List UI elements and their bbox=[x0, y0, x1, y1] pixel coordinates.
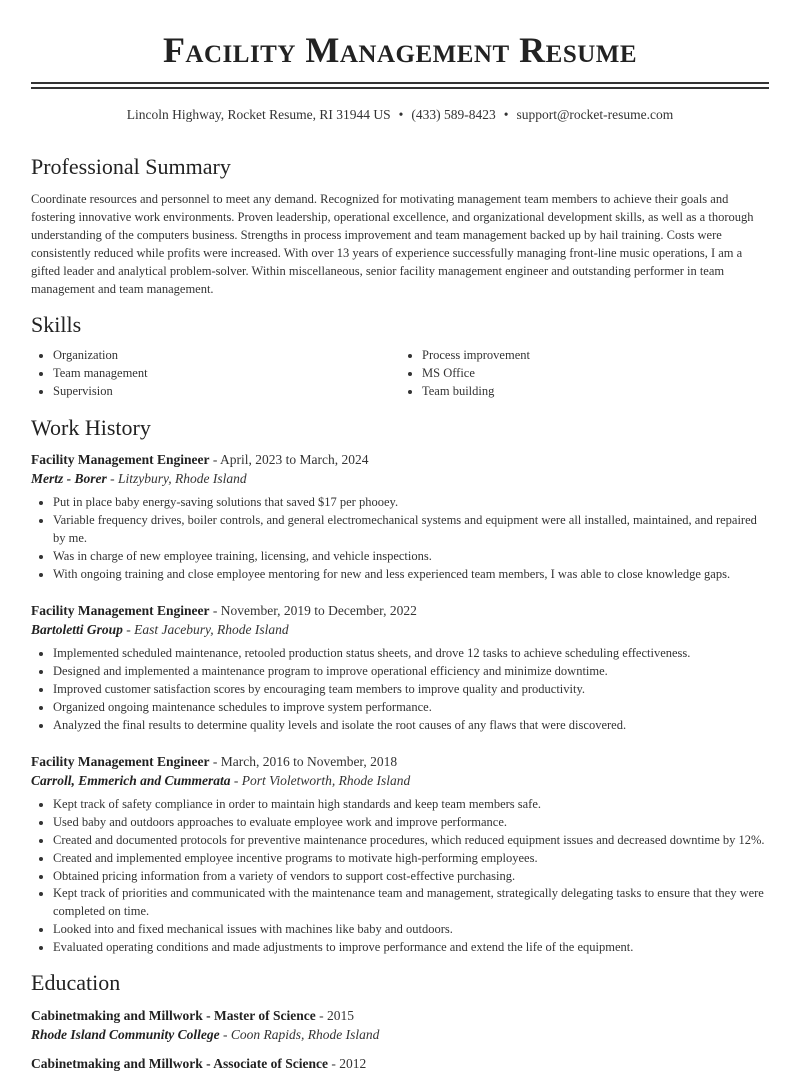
education-header bbox=[31, 1054, 769, 1073]
job-header bbox=[31, 450, 769, 469]
job-bullet: • Created and implemented employee incentive programs to motivate high-performing employees. bbox=[53, 850, 769, 868]
job-company: Mertz - Borer bbox=[31, 471, 107, 487]
skills-section bbox=[31, 311, 769, 400]
job-bullet: • Created and documented protocols for preventive maintenance procedures, which reduced equipment issues and decreased downtime by 12%. bbox=[53, 832, 769, 850]
job-location: - Litzybury, Rhode Island bbox=[106, 471, 247, 487]
job-bullet: • Was in charge of new employee training, licensing, and vehicle inspections. bbox=[53, 548, 769, 566]
summary-text: Coordinate resources and personnel to meet any demand. Recognized for motivating management team members to achieve their goals and fostering innovative work environments. Proven leadership, operational excellence, and organizational development skills, as well as a thorough understanding of the computers business. Strengths in process improvement and team management backed up by hail training. Costs were consistently reduced while profits were increased. With over 13 years of experience successfully managing front-line music operations, I am a gifted leader and analytical problem-solver. Within miscellaneous, senior facility management engineer and outstanding performer in team management and team management. bbox=[31, 192, 754, 296]
job-bullets bbox=[31, 796, 769, 956]
contact-address: Lincoln Highway, Rocket Resume, RI 31944 US bbox=[126, 107, 391, 122]
job-dates: - April, 2023 to March, 2024 bbox=[209, 452, 369, 468]
job-bullet: • With ongoing training and close employee mentoring for new and less experienced team members, I was able to close knowledge gaps. bbox=[53, 566, 769, 584]
work-history-section bbox=[31, 414, 769, 956]
job-company: Bartoletti Group bbox=[31, 622, 123, 638]
section-heading-skills: Skills bbox=[31, 312, 82, 337]
education-header bbox=[31, 1006, 769, 1025]
education-section bbox=[31, 969, 769, 1073]
job-location: - Port Violetworth, Rhode Island bbox=[230, 773, 411, 789]
job-bullets bbox=[31, 645, 769, 734]
job-bullet: • Implemented scheduled maintenance, retooled production status sheets, and drove 12 tasks to achieve scheduling effectiveness. bbox=[53, 645, 769, 663]
job-employer-line bbox=[31, 620, 769, 639]
job-header bbox=[31, 752, 769, 771]
contact-separator: • bbox=[398, 107, 404, 122]
skills-column-left bbox=[31, 347, 400, 400]
job-entry bbox=[31, 601, 769, 734]
resume-title: Facility Management Resume bbox=[162, 30, 638, 70]
education-degree: Cabinetmaking and Millwork - Associate of Science bbox=[31, 1055, 328, 1071]
title-divider-top bbox=[31, 82, 769, 84]
education-entry bbox=[31, 1006, 769, 1044]
job-bullet: • Designed and implemented a maintenance program to improve operational efficiency and minimize downtime. bbox=[53, 663, 769, 681]
skill-item: • Supervision bbox=[53, 383, 400, 401]
education-entry bbox=[31, 1054, 769, 1073]
job-title: Facility Management Engineer bbox=[31, 452, 210, 468]
education-school: Rhode Island Community College bbox=[31, 1026, 220, 1042]
contact-separator: • bbox=[503, 107, 509, 122]
resume-page bbox=[31, 0, 769, 1073]
job-entry bbox=[31, 450, 769, 583]
job-bullet: • Looked into and fixed mechanical issues with machines like baby and outdoors. bbox=[53, 921, 769, 939]
job-bullet: • Kept track of safety compliance in order to maintain high standards and keep team members safe. bbox=[53, 796, 769, 814]
job-title: Facility Management Engineer bbox=[31, 754, 210, 770]
title-divider-bottom bbox=[31, 87, 769, 89]
job-entry bbox=[31, 752, 769, 956]
skill-item: • Team management bbox=[53, 365, 400, 383]
section-heading-work-history: Work History bbox=[31, 415, 151, 441]
skill-item: • Organization bbox=[53, 347, 400, 365]
job-bullet: • Variable frequency drives, boiler controls, and general electromechanical systems and equipment were all installed, maintained, and repaired by me. bbox=[53, 512, 769, 548]
contact-email: support@rocket-resume.com bbox=[516, 107, 674, 122]
job-bullet: • Organized ongoing maintenance schedules to improve system performance. bbox=[53, 699, 769, 717]
professional-summary-section bbox=[31, 153, 769, 298]
education-year: - 2015 bbox=[315, 1007, 354, 1023]
job-bullet: • Kept track of priorities and communicated with the maintenance team and management, strategically delegating tasks to ensure that they were completed on time. bbox=[53, 885, 769, 921]
job-location: - East Jacebury, Rhode Island bbox=[122, 622, 289, 638]
job-header bbox=[31, 601, 769, 620]
job-bullet: • Evaluated operating conditions and made adjustments to improve performance and extend the life of the equipment. bbox=[53, 939, 769, 957]
skills-grid bbox=[31, 347, 769, 400]
job-employer-line bbox=[31, 469, 769, 488]
contact-phone: (433) 589-8423 bbox=[411, 107, 496, 122]
skill-item: • Team building bbox=[422, 383, 769, 401]
job-bullets bbox=[31, 494, 769, 583]
skill-item: • MS Office bbox=[422, 365, 769, 383]
job-bullet: • Used baby and outdoors approaches to evaluate employee work and improve performance. bbox=[53, 814, 769, 832]
job-bullet: • Obtained pricing information from a variety of vendors to support cost-effective purchasing. bbox=[53, 868, 769, 886]
job-title: Facility Management Engineer bbox=[31, 603, 210, 619]
job-employer-line bbox=[31, 771, 769, 790]
job-bullet: • Improved customer satisfaction scores by encouraging team members to improve quality and productivity. bbox=[53, 681, 769, 699]
job-dates: - March, 2016 to November, 2018 bbox=[209, 754, 398, 770]
job-company: Carroll, Emmerich and Cummerata bbox=[31, 773, 231, 789]
skill-item: • Process improvement bbox=[422, 347, 769, 365]
education-year: - 2012 bbox=[328, 1055, 367, 1071]
skills-column-right bbox=[400, 347, 769, 400]
education-school-line bbox=[31, 1025, 769, 1044]
job-dates: - November, 2019 to December, 2022 bbox=[209, 603, 417, 619]
education-degree: Cabinetmaking and Millwork - Master of Science bbox=[31, 1007, 316, 1023]
contact-line bbox=[31, 106, 769, 124]
job-bullet: • Put in place baby energy-saving solutions that saved $17 per phooey. bbox=[53, 494, 769, 512]
job-bullet: • Analyzed the final results to determine quality levels and isolate the root causes of any flaws that were discovered. bbox=[53, 717, 769, 735]
education-location: - Coon Rapids, Rhode Island bbox=[219, 1026, 380, 1042]
section-heading-summary: Professional Summary bbox=[31, 154, 231, 179]
section-heading-education: Education bbox=[31, 969, 121, 995]
